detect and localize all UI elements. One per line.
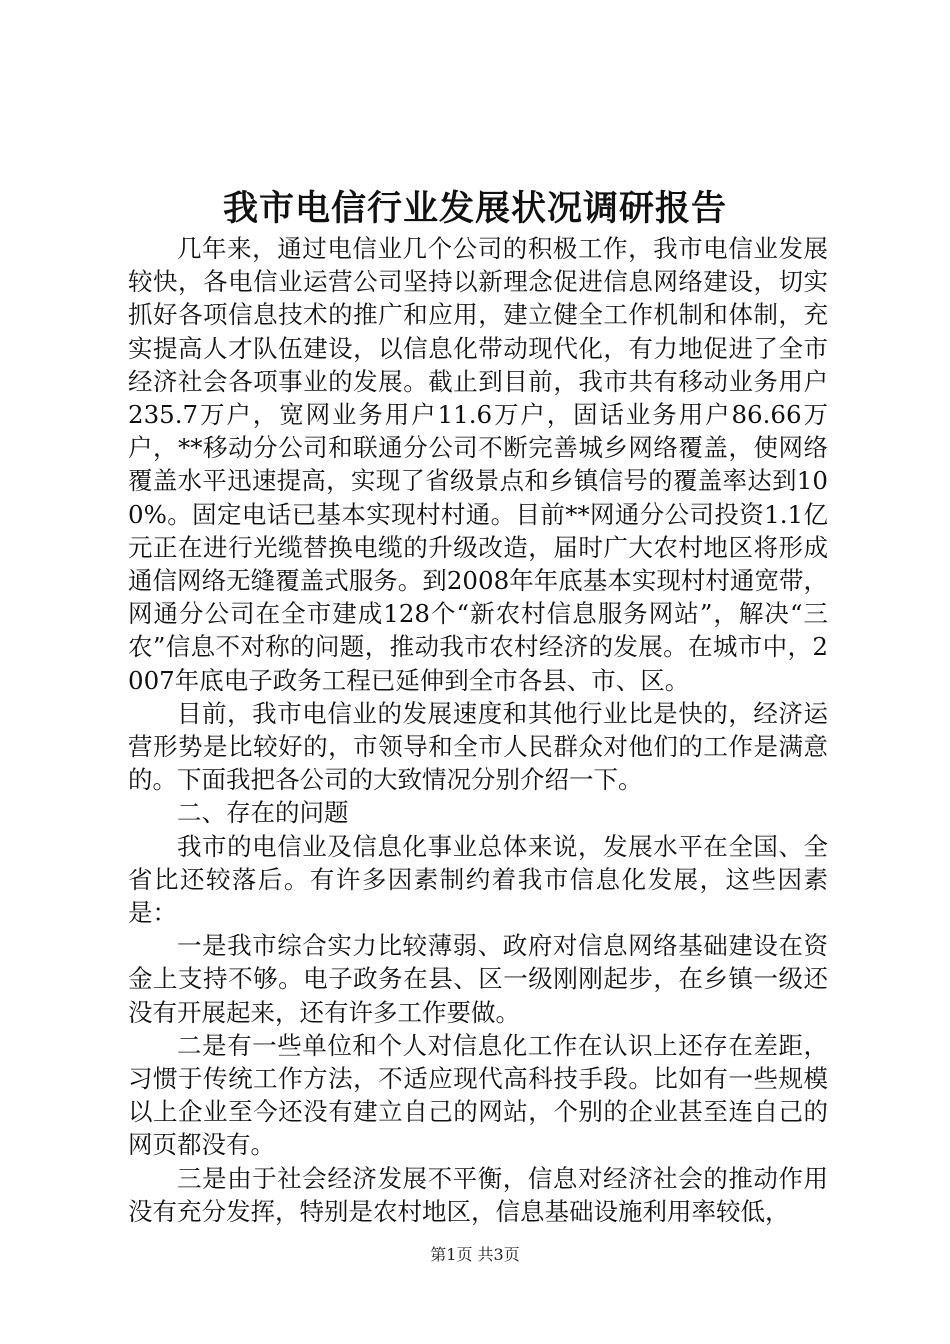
paragraph-problem-one: 一是我市综合实力比较薄弱、政府对信息网络基础建设在资金上支持不够。电子政务在县、区一级刚刚起步，在乡镇一级还没有开展起来，还有许多工作要做。 [128,931,828,1027]
page-number-footer: 第1页 共3页 [430,1245,520,1264]
paragraph-problem-three: 三是由于社会经济发展不平衡，信息对经济社会的推动作用没有充分发挥，特别是农村地区，信息基础设施利用率较低， [128,1163,828,1226]
document-title: 我市电信行业发展状况调研报告 [222,188,727,229]
document-body [128,232,828,1228]
paragraph-problem-two: 二是有一些单位和个人对信息化工作在认识上还存在差距，习惯于传统工作方法，不适应现代高科技手段。比如有一些规模以上企业至今还没有建立自己的网站，个别的企业甚至连自己的网页都没有。 [128,1030,828,1160]
paragraph-overview: 几年来，通过电信业几个公司的积极工作，我市电信业发展较快，各电信业运营公司坚持以新理念促进信息网络建设，切实抓好各项信息技术的推广和应用，建立健全工作机制和体制，充实提高人才队伍建设，以信息化带动现代化，有力地促进了全市经济社会各项事业的发展。截止到目前，我市共有移动业务用户235.7万户，宽网业务用户11.6万户，固话业务用户86.66万户，**移动分公司和联通分公司不断完善城乡网络覆盖，使网络覆盖水平迅速提高，实现了省级景点和乡镇信号的覆盖率达到100%。固定电话已基本实现村村通。目前**网通分公司投资1.1亿元正在进行光缆替换电缆的升级改造，届时广大农村地区将形成通信网络无缝覆盖式服务。到2008年年底基本实现村村通宽带，网通分公司在全市建成128个“新农村信息服务网站”，解决“三农”信息不对称的问题，推动我市农村经济的发展。在城市中，2007年底电子政务工程已延伸到全市各县、市、区。 [128,234,828,695]
paragraph-problems-intro: 我市的电信业及信息化事业总体来说，发展水平在全国、全省比还较落后。有许多因素制约着我市信息化发展，这些因素是： [128,831,828,928]
section-heading-problems: 二、存在的问题 [177,798,349,828]
paragraph-current-status: 目前，我市电信业的发展速度和其他行业比是快的，经济运营形势是比较好的，市领导和全市人民群众对他们的工作是满意的。下面我把各公司的大致情况分别介绍一下。 [128,698,828,795]
